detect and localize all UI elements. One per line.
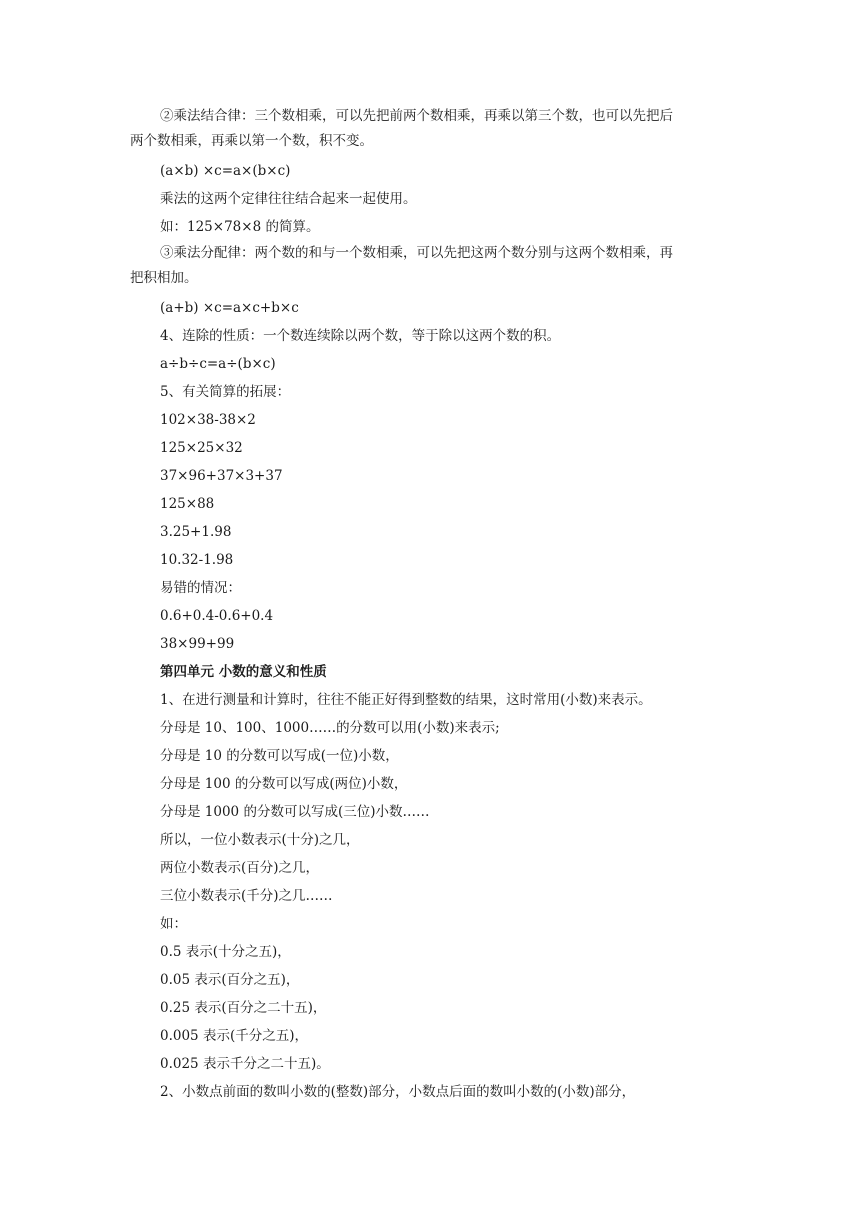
expression: 102×38-38×2 (160, 412, 256, 428)
expression: 125×88 (160, 496, 215, 512)
text-line: 乘法的这两个定律往往结合起来一起使用。 (160, 191, 417, 207)
text-line: 5、有关简算的拓展： (160, 384, 291, 400)
text-line: 分母是 10、100、1000……的分数可以用(小数)来表示; (160, 720, 500, 736)
text-line: 易错的情况： (160, 580, 241, 596)
expression: 125×25×32 (160, 440, 243, 456)
text-line: 4、连除的性质：一个数连续除以两个数，等于除以这两个数的积。 (160, 328, 561, 344)
text-line: 1、在进行测量和计算时，往往不能正好得到整数的结果，这时常用(小数)来表示。 (160, 692, 652, 708)
text-line: 如：125×78×8 的简算。 (160, 219, 320, 235)
text-line: 2、小数点前面的数叫小数的(整数)部分，小数点后面的数叫小数的(小数)部分， (160, 1084, 636, 1100)
text-line: 0.005 表示(千分之五)， (160, 1028, 308, 1044)
paragraph-associative-law (130, 104, 732, 157)
document-body (130, 104, 732, 1106)
formula-division: a÷b÷c=a÷(b×c) (160, 356, 276, 372)
formula-associative: (a×b) ×c=a×(b×c) (160, 163, 291, 179)
text-line: 0.025 表示千分之二十五)。 (160, 1056, 330, 1072)
expression: 10.32-1.98 (160, 552, 234, 568)
text-line: ③乘法分配律：两个数的和与一个数相乘，可以先把这两个数分别与这两个数相乘，再 (160, 245, 673, 261)
text-line: 如： (160, 916, 187, 932)
expression: 3.25+1.98 (160, 524, 232, 540)
text-line: ②乘法结合律：三个数相乘，可以先把前两个数相乘，再乘以第三个数，也可以先把后 (160, 108, 673, 124)
text-line: 分母是 100 的分数可以写成(两位)小数， (160, 776, 408, 792)
section-heading: 第四单元 小数的意义和性质 (160, 664, 327, 680)
text-line: 0.25 表示(百分之二十五)， (160, 1000, 327, 1016)
text-line: 所以，一位小数表示(十分)之几， (160, 832, 360, 848)
expression: 0.6+0.4-0.6+0.4 (160, 608, 274, 624)
text-line: 两个数相乘，再乘以第一个数，积不变。 (130, 133, 373, 149)
text-line: 0.5 表示(十分之五)， (160, 944, 291, 960)
formula-distributive: (a+b) ×c=a×c+b×c (160, 300, 299, 316)
text-line: 把积相加。 (130, 270, 198, 286)
text-line: 0.05 表示(百分之五)， (160, 972, 300, 988)
text-line: 分母是 1000 的分数可以写成(三位)小数…… (160, 804, 430, 820)
text-line: 分母是 10 的分数可以写成(一位)小数， (160, 748, 399, 764)
text-line: 两位小数表示(百分)之几， (160, 860, 320, 876)
text-line: 三位小数表示(千分)之几…… (160, 888, 333, 904)
paragraph-distributive-law (130, 241, 732, 294)
expression: 37×96+37×3+37 (160, 468, 283, 484)
expression: 38×99+99 (160, 636, 235, 652)
